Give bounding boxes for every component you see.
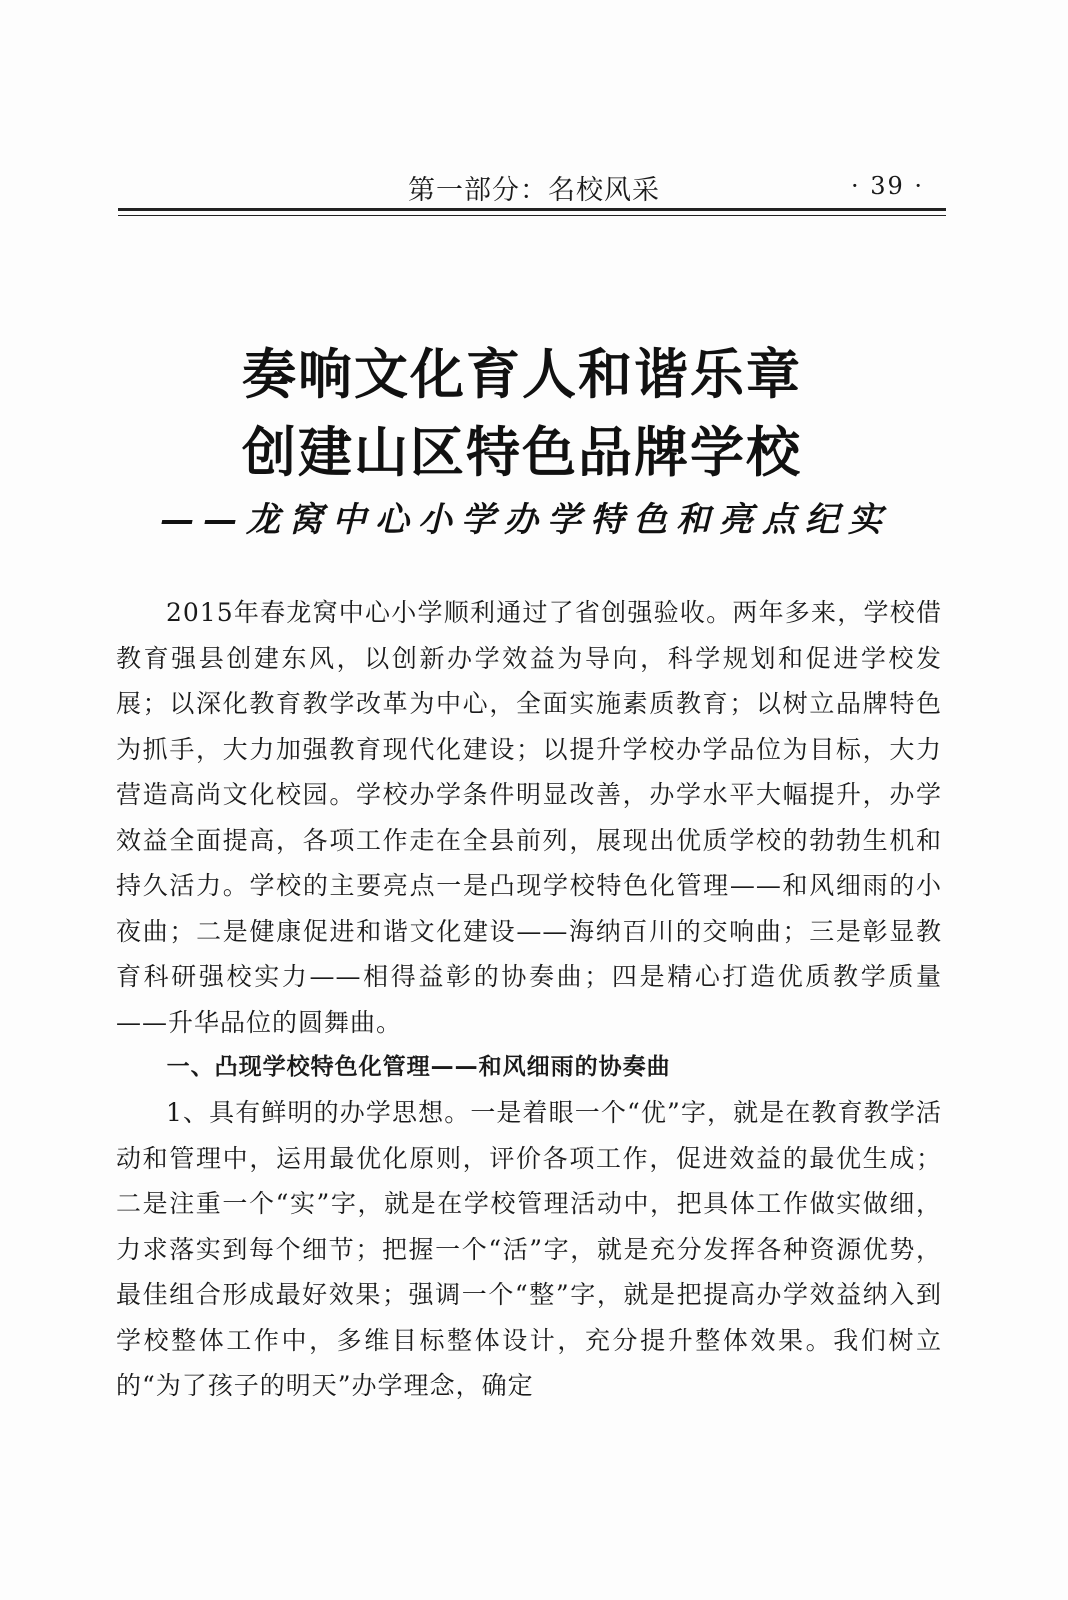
article-title-line-1: 奏响文化育人和谐乐章 xyxy=(242,343,802,406)
section-heading: 一、凸现学校特色化管理——和风细雨的协奏曲 xyxy=(166,1054,671,1080)
article-body xyxy=(116,590,942,1409)
header-rule-thin xyxy=(118,215,946,216)
article-subtitle: ——龙窝中心小学办学特色和亮点纪实 xyxy=(160,500,891,540)
header-rule-thick xyxy=(118,208,946,211)
section-name: 第一部分：名校风采 xyxy=(408,175,660,206)
intro-paragraph: 2015年春龙窝中心小学顺利通过了省创强验收。两年多来，学校借教育强县创建东风，以创新办学效益为导向，科学规划和促进学校发展；以深化教育教学改革为中心，全面实施素质教育；以树立品牌特色为抓手，大力加强教育现代化建设；以提升学校办学品位为目标，大力营造高尚文化校园。学校办学条件明显改善，办学水平大幅提升，办学效益全面提高，各项工作走在全县前列，展现出优质学校的勃勃生机和持久活力。学校的主要亮点一是凸现学校特色化管理——和风细雨的小夜曲；二是健康促进和谐文化建设——海纳百川的交响曲；三是彰显教育科研强校实力——相得益彰的协奏曲；四是精心打造优质教学质量——升华品位的圆舞曲。 xyxy=(116,598,942,1037)
article-title-line-2: 创建山区特色品牌学校 xyxy=(242,421,802,484)
body-paragraph: 1、具有鲜明的办学思想。一是着眼一个“优”字，就是在教育教学活动和管理中，运用最优化原则，评价各项工作，促进效益的最优生成；二是注重一个“实”字，就是在学校管理活动中，把具体工作做实做细，力求落实到每个细节；把握一个“活”字，就是充分发挥各种资源优势，最佳组合形成最好效果；强调一个“整”字，就是把提高办学效益纳入到学校整体工作中，多维目标整体设计，充分提升整体效果。我们树立的“为了孩子的明天”办学理念，确定 xyxy=(116,1098,942,1400)
page-number: · 39 · xyxy=(850,172,924,200)
running-head xyxy=(118,164,946,204)
